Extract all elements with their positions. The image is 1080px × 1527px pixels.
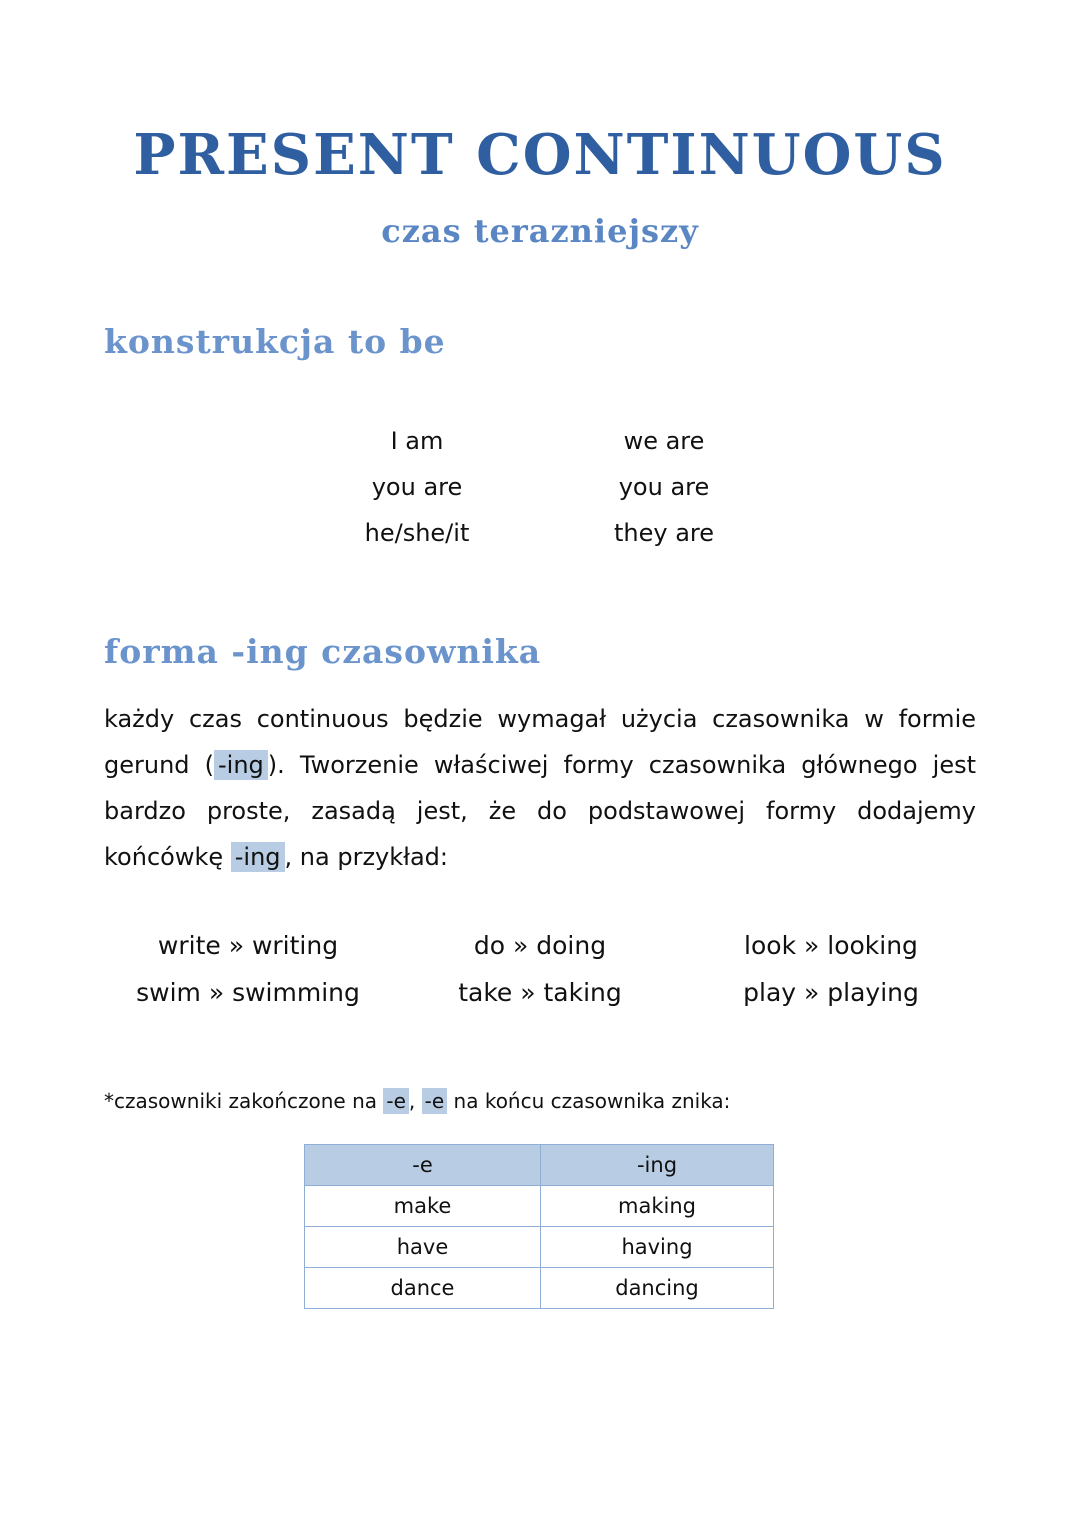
example-item: write » writing	[157, 931, 339, 960]
examples-column-3	[701, 922, 961, 1016]
verb-table	[304, 1144, 774, 1309]
paragraph-text: ). Tworzenie właściwej formy czasownika głównego jest bardzo proste, zasadą jest, że do podstawowej formy dodajemy końcówkę	[104, 751, 977, 871]
table-header-cell: -ing	[541, 1145, 774, 1186]
conjugation-singular	[317, 418, 517, 556]
table-cell: dance	[305, 1268, 541, 1309]
page-title: PRESENT CONTINUOUS	[133, 122, 947, 188]
table-cell: making	[541, 1186, 774, 1227]
note-text: ,	[408, 1089, 422, 1113]
table-cell: having	[541, 1227, 774, 1268]
example-item: do » doing	[473, 931, 607, 960]
conjugation-item: I am	[390, 427, 444, 455]
conjugation-item: they are	[613, 519, 715, 547]
conjugation-plural	[564, 418, 764, 556]
table-cell: have	[305, 1227, 541, 1268]
examples-column-2	[410, 922, 670, 1016]
highlight-ing: -ing	[231, 842, 285, 872]
explanation-paragraph	[104, 696, 976, 880]
paragraph-text: każdy czas continuous będzie wymagał użycia czasownika w formie gerund (	[104, 705, 976, 779]
highlight-ing: -ing	[214, 750, 268, 780]
conjugation-item: you are	[618, 473, 710, 501]
table-header-cell: -e	[305, 1145, 541, 1186]
conjugation-item: we are	[623, 427, 705, 455]
example-item: take » taking	[458, 978, 622, 1007]
page-subtitle: czas terazniejszy	[381, 212, 699, 250]
table-header-row	[305, 1145, 774, 1186]
section-heading-ing-form: forma -ing czasownika	[104, 632, 542, 671]
highlight-e: -e	[422, 1088, 448, 1114]
table-row	[305, 1268, 774, 1309]
table-row	[305, 1227, 774, 1268]
rule-note	[104, 1086, 730, 1116]
note-text: na końcu czasownika znika:	[447, 1089, 731, 1113]
conjugation-item: he/she/it	[364, 519, 470, 547]
example-item: play » playing	[743, 978, 919, 1007]
examples-column-1	[118, 922, 378, 1016]
paragraph-text: , na przykład:	[284, 843, 448, 871]
example-item: swim » swimming	[136, 978, 360, 1007]
example-item: look » looking	[744, 931, 918, 960]
highlight-e: -e	[383, 1088, 409, 1114]
table-cell: make	[305, 1186, 541, 1227]
section-heading-to-be: konstrukcja to be	[104, 322, 446, 361]
note-text: *czasowniki zakończone na	[104, 1089, 384, 1113]
table-row	[305, 1186, 774, 1227]
table-cell: dancing	[541, 1268, 774, 1309]
conjugation-item: you are	[371, 473, 463, 501]
